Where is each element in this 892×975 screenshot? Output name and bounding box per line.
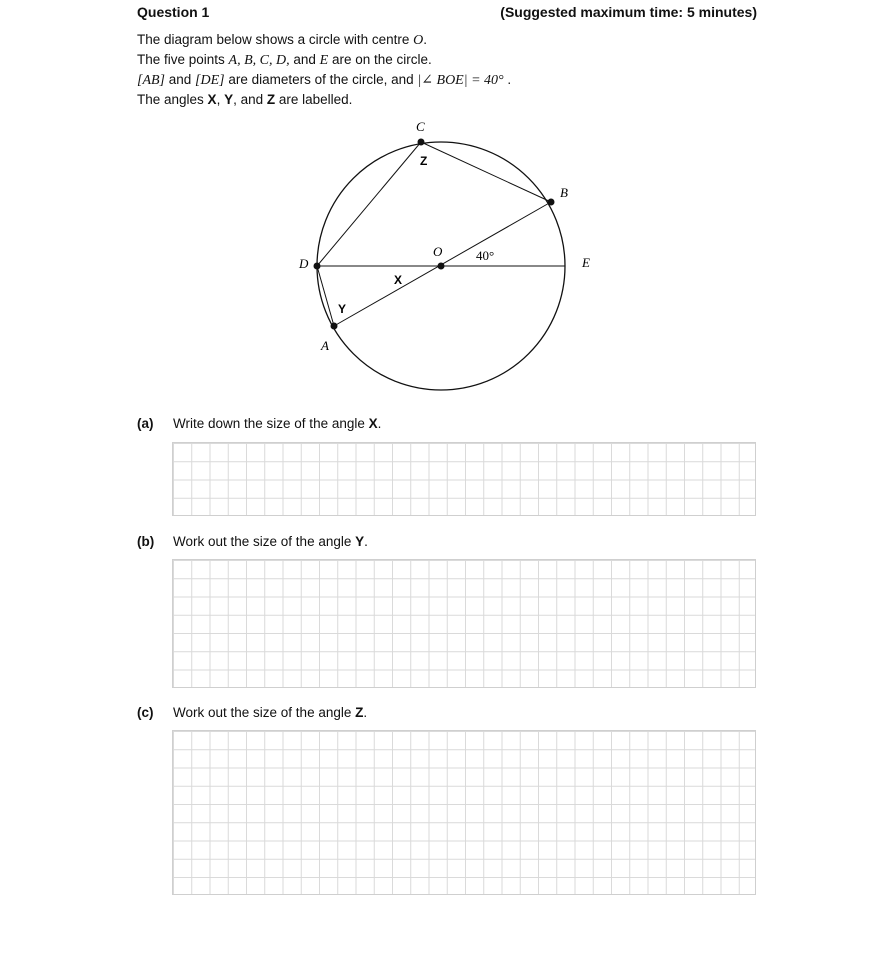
intro-line-4-sep2: , and [233,92,267,107]
label-b: B [560,185,568,200]
intro-line-4-sep1: , [216,92,225,107]
angle-label-z: Z [420,154,428,168]
intro-angle-x: X [207,92,217,107]
intro-line-2-math2: E [319,53,329,68]
label-o: O [433,244,443,259]
intro-line-1-text: The diagram below shows a circle with centre [137,32,414,47]
intro-line-3-math3: |∠ BOE| = 40° [417,73,504,88]
intro-line-2-math: A, B, C, D, [228,53,290,68]
part-a-letter: (a) [137,416,154,431]
part-c [137,705,367,720]
point-b [548,199,555,206]
answer-grid-b[interactable] [172,559,756,688]
part-c-text: Work out the size of the angle [173,705,356,720]
suggested-time: (Suggested maximum time: 5 minutes) [500,4,757,20]
part-b-angle: Y [355,534,365,549]
part-b-end: . [364,534,368,549]
circle-diagram [0,0,892,420]
intro-line-4-end: are labelled. [275,92,353,107]
label-e: E [582,255,590,270]
part-c-angle: Z [355,705,364,720]
label-c: C [416,119,425,134]
intro-line-2-text: The five points [137,52,229,67]
intro-angle-z: Z [266,92,276,107]
intro-line-2-end: are on the circle. [328,52,432,67]
chord-dc [317,142,421,266]
intro-angle-y: Y [224,92,234,107]
intro-line-3-mid2: are diameters of the circle, and [224,72,418,87]
intro-line-3-math1: [AB] [137,73,165,88]
intro-line-1-end: . [423,32,428,47]
point-c [418,139,425,146]
intro-line-3-mid1: and [165,72,196,87]
part-a-angle: X [368,416,378,431]
chord-da [317,266,334,326]
part-a-text: Write down the size of the angle [173,416,369,431]
part-b-text: Work out the size of the angle [173,534,356,549]
question-title: Question 1 [137,4,210,20]
label-a: A [321,338,329,353]
part-c-end: . [363,705,368,720]
intro-line-3-end: . [503,72,512,87]
intro-line-4-text: The angles [137,92,208,107]
intro-line-1-math: O [413,33,424,48]
point-o [438,263,445,270]
answer-grid-c[interactable] [172,730,756,895]
angle-label-y: Y [338,302,347,316]
part-c-letter: (c) [137,705,154,720]
part-a [137,416,381,431]
angle-label-x: X [394,273,403,287]
part-a-end: . [377,416,382,431]
part-b-letter: (b) [137,534,155,549]
intro-line-2-mid: and [289,52,320,67]
label-d: D [299,256,309,271]
answer-grid-a[interactable] [172,442,756,516]
intro-line-3-math2: [DE] [195,73,225,88]
angle-value-40: 40° [476,248,495,263]
point-d [314,263,321,270]
point-a [331,323,338,330]
part-b [137,534,368,549]
